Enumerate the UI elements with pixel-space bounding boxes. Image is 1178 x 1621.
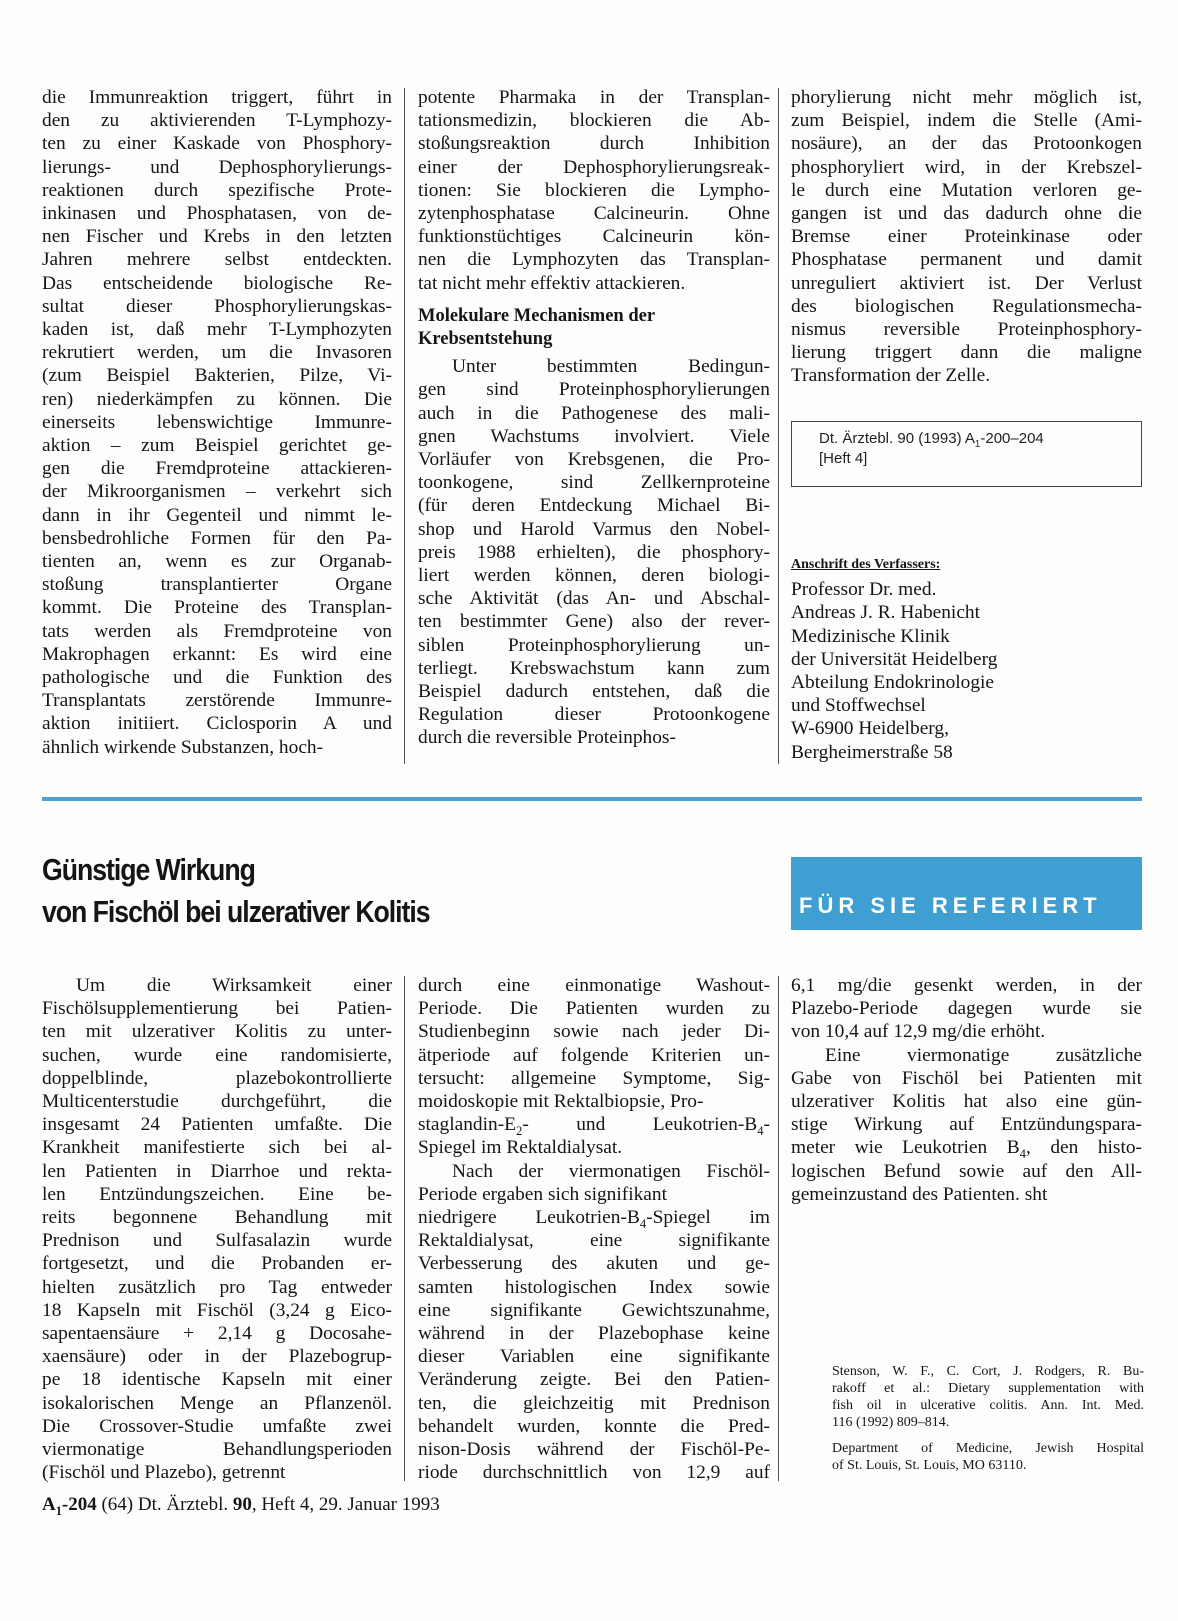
text-line: der Mikroorganismen – verkehrt sich: [42, 481, 392, 503]
text-line: ätperiode auf folgende Kriterien un-: [418, 1044, 770, 1066]
text-line: ulzerativer Kolitis hat also eine gün-: [791, 1091, 1142, 1113]
text-line: nen Fischer und Krebs in den letzten: [42, 226, 392, 248]
text-line: Abteilung Endokrinologie: [791, 672, 995, 694]
text-line: Verbesserung des akuten und ge-: [418, 1253, 770, 1275]
text-line: Jahren mehrere selbst entdeckten.: [42, 249, 392, 271]
text-line: Multicenterstudie durchgeführt, die: [42, 1091, 392, 1113]
text-line: nismus reversible Proteinphosphory-: [791, 319, 1142, 341]
text-line: tationsmedizin, blockieren die Ab-: [418, 110, 770, 132]
text-line: Gabe von Fischöl bei Patienten mit: [791, 1067, 1142, 1089]
text-line: gemeinzustand des Patienten. sht: [791, 1183, 1048, 1205]
text-line: tersucht: allgemeine Symptome, Sig-: [418, 1067, 770, 1089]
text-line: ren) niederkämpfen zu können. Die: [42, 388, 392, 410]
text-line: moidoskopie mit Rektalbiopsie, Pro-: [418, 1091, 704, 1113]
text-line: tats werden als Fremdproteine von: [42, 620, 392, 642]
text-line: Die Crossover-Studie umfaßte zwei: [42, 1415, 392, 1437]
text-line: phosphoryliert wird, in der Krebszel-: [791, 156, 1142, 178]
column-divider: [778, 976, 779, 1481]
text-line: tienten an, wenn es zur Organab-: [42, 551, 392, 573]
reference-address: [832, 1440, 1144, 1474]
text-line: funktionstüchtiges Calcineurin kön-: [418, 226, 770, 248]
text-line: lierung triggert dann die maligne: [791, 342, 1142, 364]
text-line: Studienbeginn sowie nach jeder Di-: [418, 1021, 770, 1043]
article-column-2: [418, 974, 770, 1484]
text-line: toonkogene, sind Zellkernproteine: [418, 472, 770, 494]
text-line: Makrophagen erkannt: Es wird eine: [42, 643, 392, 665]
text-line: Bremse einer Proteinkinase oder: [791, 226, 1142, 248]
text-line: kommt. Die Proteine des Transplan-: [42, 597, 392, 619]
text-line: Eine viermonatige zusätzliche: [825, 1044, 1142, 1066]
text-line: shop und Harold Varmus den Nobel-: [418, 518, 770, 540]
article-column-3: [791, 974, 1142, 1206]
text-line: doppelblinde, plazebokontrollierte: [42, 1067, 392, 1089]
text-line: gnen Wachstums involviert. Viele: [418, 425, 770, 447]
text-line: von 10,4 auf 12,9 mg/die erhöht.: [791, 1021, 1046, 1043]
text-line: Prednison und Sulfasalazin wurde: [42, 1230, 392, 1252]
text-line: aktion – zum Beispiel gerichtet ge-: [42, 435, 392, 457]
author-address: [791, 553, 1142, 764]
text-line: gangen ist und das dadurch ohne die: [791, 203, 1142, 225]
text-line: der Universität Heidelberg: [791, 648, 998, 670]
text-line: Krankheit manifestierte sich bei al-: [42, 1137, 392, 1159]
text-line: Transplantats zerstörende Immunre-: [42, 690, 392, 712]
text-line: riode durchschnittlich von 12,9 auf: [418, 1462, 770, 1484]
text-line: Molekulare Mechanismen der: [418, 305, 656, 326]
text-line: rakoff et al.: Dietary supplementation with: [832, 1381, 1144, 1396]
page-footer: $A_1-204$ (64) Dt. Ärztebl. 90, Heft 4, 29. Januar 1993: [42, 1494, 440, 1518]
column-divider: [778, 88, 779, 764]
text-line: gen sind Proteinphosphorylierungen: [418, 379, 770, 401]
text-line: Fischölsupplementierung bei Patien-: [42, 998, 392, 1020]
top-column-2: [418, 86, 770, 750]
text-line: pe 18 identische Kapseln mit einer: [42, 1369, 392, 1391]
text-line: inkinasen und Phosphatasen, von de-: [42, 203, 392, 225]
text-line: Professor Dr. med.: [791, 579, 937, 601]
text-line: 18 Kapseln mit Fischöl (3,24 g Eico-: [42, 1299, 392, 1321]
text-line: viermonatige Behandlungsperioden: [42, 1439, 392, 1461]
text-line: Unter bestimmten Bedingun-: [452, 356, 770, 378]
text-line: of St. Louis, St. Louis, MO 63110.: [832, 1458, 1027, 1473]
text-line: behandelt wurden, konnte die Pred-: [418, 1415, 770, 1437]
text-line: stoßungsreaktion durch Inhibition: [418, 133, 770, 155]
text-line: (Fischöl und Plazebo), getrennt: [42, 1462, 286, 1484]
text-line: stige Wirkung auf Entzündungspara-: [791, 1114, 1142, 1136]
text-line: Veränderung zeigte. Bei den Patien-: [418, 1369, 770, 1391]
text-line: eine signifikante Gewichtszunahme,: [418, 1299, 770, 1321]
text-line: Um die Wirksamkeit einer: [76, 975, 392, 996]
text-line: einer der Dephosphorylierungsreak-: [418, 156, 770, 178]
text-line: dann in ihr Gegenteil und nimmt le-: [42, 504, 392, 526]
text-line: len Patienten in Diarrhoe und rekta-: [42, 1160, 392, 1182]
text-line: sapentaensäure + 2,14 g Docosahe-: [42, 1323, 392, 1345]
text-line: Plazebo-Periode dagegen wurde sie: [791, 998, 1142, 1020]
text-line: Rektaldialysat, eine signifikante: [418, 1230, 770, 1252]
top-column-3: [791, 86, 1142, 388]
address-title: Anschrift des Verfassers:: [791, 557, 941, 572]
text-line: sche Aktivität (das An- und Abschal-: [418, 588, 770, 610]
section-banner: FÜR SIE REFERIERT: [791, 857, 1142, 930]
text-line: xaensäure) oder in der Plazebogrup-: [42, 1346, 392, 1368]
text-line: Spiegel im Rektaldialysat.: [418, 1137, 623, 1159]
text-line: preis 1988 erhielten), die phosphory-: [418, 541, 770, 563]
text-line: aktion initiiert. Ciclosporin A und: [42, 713, 392, 735]
text-line: nison-Dosis während der Fischöl-Pe-: [418, 1439, 770, 1461]
text-line: ähnlich wirkende Substanzen, hoch-: [42, 736, 324, 758]
text-line: insgesamt 24 Patienten umfaßte. Die: [42, 1114, 392, 1136]
text-line: ten bestimmter Gene) also der rever-: [418, 611, 770, 633]
text-line: samten histologischen Index sowie: [418, 1276, 770, 1298]
text-line: kaden ist, daß mehr T-Lymphozyten: [42, 319, 392, 341]
text-line: stoßung transplantierter Organe: [42, 574, 392, 596]
text-line: staglandin-$E_2-$ und Leukotrien-$B_4-$: [418, 1114, 770, 1139]
text-line: 116 (1992) 809–814.: [832, 1415, 950, 1430]
text-line: W-6900 Heidelberg,: [791, 718, 949, 740]
top-column-1: [42, 86, 392, 759]
text-line: Das entscheidende biologische Re-: [42, 272, 392, 294]
text-line: lierungs- und Dephosphorylierungs-: [42, 156, 392, 178]
text-line: Transformation der Zelle.: [791, 365, 991, 387]
text-line: Regulation dieser Protoonkogene: [418, 704, 770, 726]
text-line: fortgesetzt, und die Probanden er-: [42, 1253, 392, 1275]
text-line: niedrigere Leukotrien-$B_4$-Spiegel im: [418, 1207, 770, 1231]
text-line: rekrutiert werden, um die Invasoren: [42, 342, 392, 364]
text-line: nen die Lymphozyten das Transplan-: [418, 249, 770, 271]
text-line: (zum Beispiel Bakterien, Pilze, Vi-: [42, 365, 392, 387]
text-line: potente Pharmaka in der Transplan-: [418, 87, 770, 108]
text-line: pathologische und die Funktion des: [42, 667, 392, 689]
text-line: Periode ergaben sich signifikant: [418, 1183, 667, 1205]
text-line: Andreas J. R. Habenicht: [791, 602, 981, 624]
text-line: Vorläufer von Krebsgenen, die Pro-: [418, 449, 770, 471]
text-line: und Stoffwechsel: [791, 695, 926, 717]
column-divider: [404, 88, 405, 764]
text-line: Nach der viermonatigen Fischöl-: [452, 1160, 770, 1182]
reference: [832, 1363, 1144, 1431]
article-title: Günstige Wirkung von Fischöl bei ulzerativer Kolitis: [42, 852, 430, 929]
text-line: zum Beispiel, indem die Stelle (Ami-: [791, 110, 1142, 132]
text-line: durch eine einmonatige Washout-: [418, 975, 770, 996]
text-line: liert werden können, deren biologi-: [418, 565, 770, 587]
text-line: reits begonnene Behandlung mit: [42, 1207, 392, 1229]
text-line: (für deren Entdeckung Michael Bi-: [418, 495, 770, 517]
text-line: sultat dieser Phosphorylierungskas-: [42, 295, 392, 317]
text-line: einerseits lebenswichtige Immunre-: [42, 411, 392, 433]
text-line: siblen Proteinphosphorylierung un-: [418, 634, 770, 656]
text-line: auch in die Pathogenese des mali-: [418, 402, 770, 424]
text-line: phorylierung nicht mehr möglich ist,: [791, 87, 1142, 108]
text-line: Bergheimerstraße 58: [791, 741, 953, 763]
column-divider: [404, 976, 405, 1481]
text-line: reaktionen durch spezifische Prote-: [42, 179, 392, 201]
text-line: unreguliert aktiviert ist. Der Verlust: [791, 272, 1142, 294]
text-line: ten, die gleichzeitig mit Prednison: [418, 1392, 770, 1414]
text-line: Beispiel dadurch entstehen, daß die: [418, 681, 770, 703]
section-heading: [418, 305, 770, 351]
citation-box: Dt. Ärztebl. 90 (1993) $A_1-200-204$ [Heft 4]: [791, 421, 1142, 487]
text-line: während in der Plazebophase keine: [418, 1323, 770, 1345]
text-line: len Entzündungszeichen. Eine be-: [42, 1183, 392, 1205]
text-line: durch die reversible Proteinphos-: [418, 727, 676, 749]
text-line: Medizinische Klinik: [791, 625, 950, 647]
text-line: des biologischen Regulationsmecha-: [791, 295, 1142, 317]
text-line: Krebsentstehung: [418, 329, 553, 350]
text-line: tionen: Sie blockieren die Lympho-: [418, 179, 770, 201]
text-line: gen die Fremdproteine attackieren-: [42, 458, 392, 480]
text-line: tat nicht mehr effektiv attackieren.: [418, 272, 686, 294]
text-line: bensbedrohliche Formen für den Pa-: [42, 527, 392, 549]
text-line: Periode. Die Patienten wurden zu: [418, 998, 770, 1020]
text-line: fish oil in ulcerative colitis. Ann. Int. Med.: [832, 1398, 1144, 1413]
text-line: zytenphosphatase Calcineurin. Ohne: [418, 203, 770, 225]
text-line: terliegt. Krebswachstum kann zum: [418, 657, 770, 679]
text-line: logischen Befund sowie auf den All-: [791, 1160, 1142, 1182]
text-line: Stenson, W. F., C. Cort, J. Rodgers, R. Bu-: [832, 1364, 1144, 1379]
text-line: nosäure), an der das Protoonkogen: [791, 133, 1142, 155]
text-line: dieser Variablen eine signifikante: [418, 1346, 770, 1368]
text-line: den zu aktivierenden T-Lymphozy-: [42, 110, 392, 132]
text-line: 6,1 mg/die gesenkt werden, in der: [791, 975, 1142, 996]
text-line: isokalorischen Menge an Pflanzenöl.: [42, 1392, 392, 1414]
section-divider: [42, 797, 1142, 801]
text-line: le durch eine Mutation verloren ge-: [791, 179, 1142, 201]
text-line: Department of Medicine, Jewish Hospital: [832, 1441, 1144, 1456]
text-line: ten mit ulzerativer Kolitis zu unter-: [42, 1021, 392, 1043]
article-column-1: [42, 974, 392, 1484]
text-line: Phosphatase permanent und damit: [791, 249, 1142, 271]
text-line: die Immunreaktion triggert, führt in: [42, 87, 392, 108]
text-line: hielten zusätzlich pro Tag entweder: [42, 1276, 392, 1298]
text-line: meter wie Leukotrien $B_4$, den histo-: [791, 1137, 1142, 1162]
text-line: ten zu einer Kaskade von Phosphory-: [42, 133, 392, 155]
text-line: suchen, wurde eine randomisierte,: [42, 1044, 392, 1066]
